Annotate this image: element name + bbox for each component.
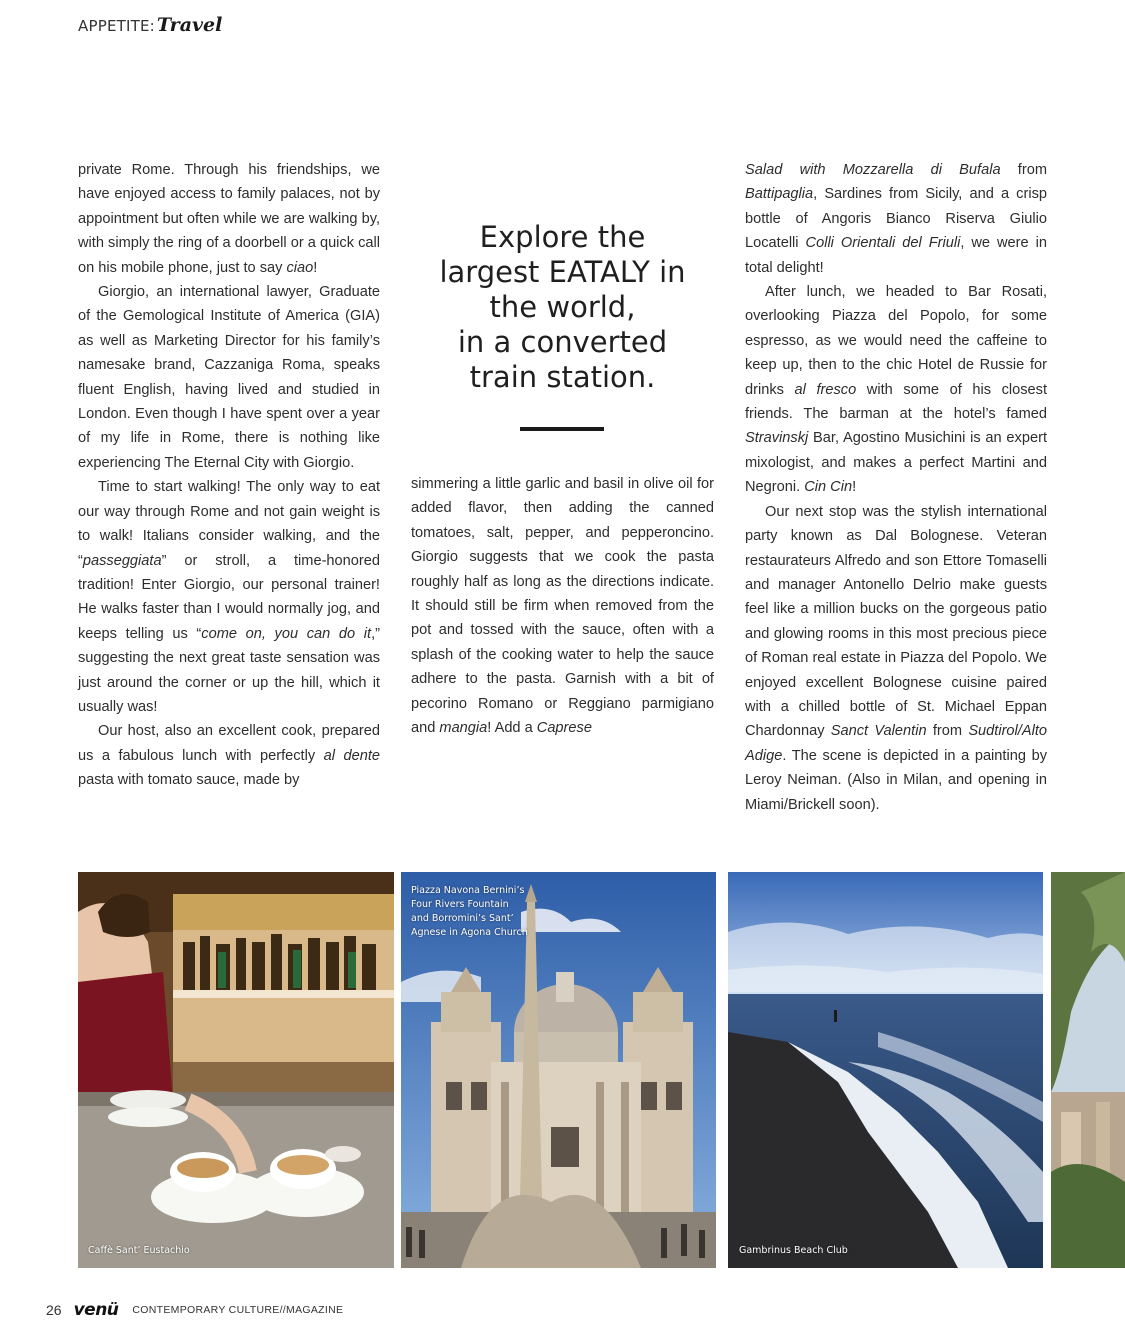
pull-quote-line: the world, <box>489 290 636 324</box>
article-column-1 <box>78 158 380 793</box>
photo-piazza-navona <box>401 872 716 1268</box>
pull-quote-divider <box>520 427 604 431</box>
photo-caption: Caffè Sant’ Eustachio <box>88 1245 190 1256</box>
photo-cafe-barista <box>78 872 394 1268</box>
photo-city-view-partial <box>1051 872 1125 1268</box>
pull-quote-line: train station. <box>469 360 656 394</box>
pull-quote <box>430 220 695 395</box>
paragraph: Giorgio, an international lawyer, Graduate of the Gemological Institute of America (GIA) as well as Marketing Director for his family’s namesake brand, Cazzaniga Roma, speaks fluent English, having lived and studied in London. Even though I have spent over a year of my life in Rome, there is nothing like experiencing The Eternal City with Giorgio. <box>78 284 380 471</box>
pull-quote-line: in a converted <box>457 325 668 359</box>
paragraph: Our next stop was the stylish international party known as Dal Bolognese. Veteran restaurateurs Alfredo and son Ettore Tomaselli and manager Antonello Delrio make guests feel like a million bucks on the gorgeous patio and glowing rooms in this most precious piece of Roman real estate in Piazza del Popolo. We enjoyed excellent Bolognese cuisine paired with a chilled bottle of St. Michael Eppan Chardonnay Sanct Valentin from Sudtirol/Alto Adige. The scene is depicted in a painting by Leroy Neiman. (Also in Milan, and opening in Miami/Brickell soon). <box>745 503 1047 813</box>
header-subsection: Travel <box>156 14 223 36</box>
paragraph: Time to start walking! The only way to eat our way through Rome and not gain weight is to walk! Italians consider walking, and the “passeggiata” or stroll, a time-honored tradition! Enter Giorgio, our personal trainer! He walks faster than I would normally jog, and keeps telling us “come on, you can do it,” suggesting the next great taste sensation was just around the corner or up the hill, which it usually was! <box>78 479 380 715</box>
paragraph: simmering a little garlic and basil in olive oil for added flavor, then adding the canned tomatoes, salt, pepper, and pepperoncino. Giorgio suggests that we cook the pasta roughly half as long as the directions indicate. It should still be firm when removed from the pot and tossed with the sauce, often with a splash of the cooking water to help the sauce adhere to the pasta. Garnish with a bit of pecorino Romano or Reggiano parmigiano and mangia! Add a Caprese <box>411 476 714 737</box>
magazine-tagline: CONTEMPORARY CULTURE//MAGAZINE <box>132 1304 344 1316</box>
photo-caption: Piazza Navona Bernini’s Four Rivers Fountain and Borromini’s Sant’ Agnese in Agona Church <box>411 885 528 938</box>
running-header <box>78 14 222 42</box>
photo-caption: Gambrinus Beach Club <box>739 1245 848 1256</box>
header-section: APPETITE: <box>78 17 155 35</box>
page-footer <box>46 1299 343 1321</box>
page-number: 26 <box>46 1302 62 1318</box>
article-column-2 <box>411 472 714 740</box>
article-column-3 <box>745 158 1047 817</box>
paragraph: Our host, also an excellent cook, prepared us a fabulous lunch with perfectly al dente pasta with tomato sauce, made by <box>78 723 381 789</box>
pull-quote-line: Explore the <box>479 220 646 254</box>
photo-beach-club <box>728 872 1043 1268</box>
paragraph: private Rome. Through his friendships, we have enjoyed access to family palaces, not by appointment but often while we are walking by, with simply the ring of a doorbell or a quick call on his mobile phone, just to say ciao! <box>78 162 380 276</box>
paragraph: After lunch, we headed to Bar Rosati, overlooking Piazza del Popolo, for some espresso, as we would need the caffeine to keep up, then to the chic Hotel de Russie for drinks al fresco with some of his closest friends. The barman at the hotel’s famed Stravinskj Bar, Agostino Musichini is an expert mixologist, and makes a perfect Martini and Negroni. Cin Cin! <box>745 284 1047 496</box>
pull-quote-line: largest EATALY in <box>439 255 686 289</box>
magazine-logo: venü <box>73 1300 119 1320</box>
paragraph: Salad with Mozzarella di Bufala from Battipaglia, Sardines from Sicily, and a crisp bottle of Angoris Bianco Riserva Giulio Locatelli Colli Orientali del Friuli, we were in total delight! <box>745 162 1047 276</box>
